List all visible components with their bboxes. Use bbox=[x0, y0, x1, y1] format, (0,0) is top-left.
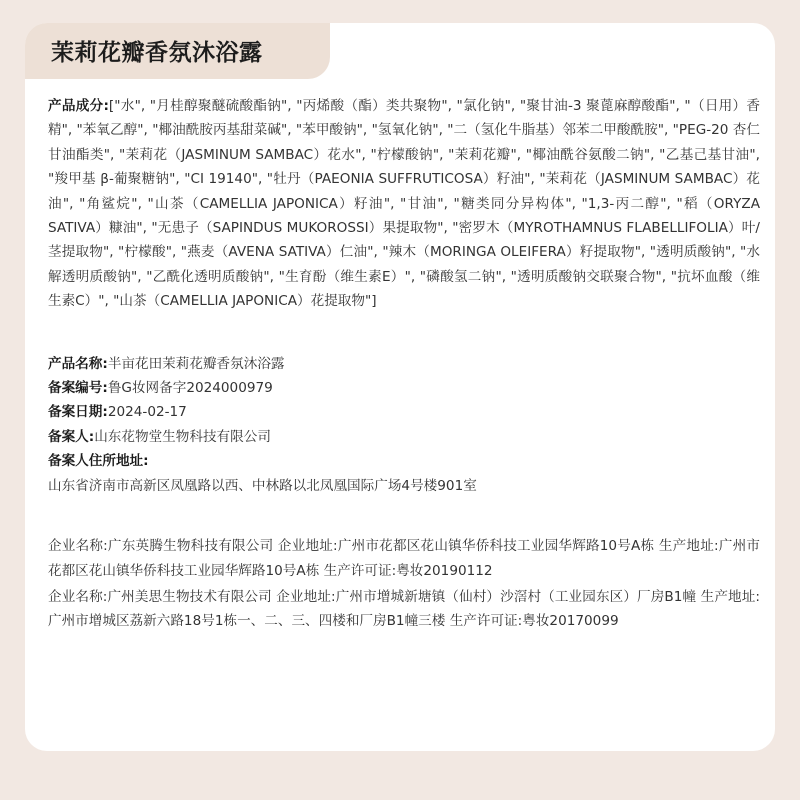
record-date-value: 2024-02-17 bbox=[107, 404, 187, 421]
product-name-value: 半亩花田茉莉花瓣香氛沐浴露 bbox=[107, 355, 285, 372]
enterprise-1-name-label: 企业名称: bbox=[48, 538, 108, 555]
record-date-row bbox=[48, 400, 760, 424]
filer-label: 备案人: bbox=[48, 428, 95, 445]
enterprise-2-production-address: 广州市增城区荔新六路18号1栋一、二、三、四楼和厂房B1幢三楼 bbox=[48, 613, 446, 630]
filer-address-row bbox=[48, 474, 760, 498]
enterprise-2 bbox=[48, 585, 760, 634]
enterprise-1-license-label: 生产许可证: bbox=[323, 562, 397, 579]
product-name-label: 产品名称: bbox=[48, 355, 108, 372]
enterprise-1-address-label: 企业地址: bbox=[277, 538, 338, 555]
filer-row bbox=[48, 425, 760, 449]
page-title: 茉莉花瓣香氛沐浴露 bbox=[51, 40, 263, 66]
enterprise-1-production-label: 生产地址: bbox=[658, 538, 719, 555]
enterprise-2-license-label: 生产许可证: bbox=[449, 613, 523, 630]
ingredients-text: ["水", "月桂醇聚醚硫酸酯钠", "丙烯酸（酯）类共聚物", "氯化钠", "聚甘油-3 聚蓖麻醇酸酯", "（日用）香精", "苯氧乙醇", "椰油酰胺丙基甜菜碱", "苯甲酸钠", "氢氧化钠", "二（氢化牛脂基）邻苯二甲酸酰胺", "PEG-20 杏仁甘油酯类", "茉莉花（JASMINUM SAMBAC）花水", "柠檬酸钠", "茉莉花瓣", "椰油酰谷氨酸二钠", "乙基己基甘油", "羧甲基 β-葡聚糖钠", "CI 19140", "牡丹（PAEONIA SUFFRUTICOSA）籽油", "茉莉花（JASMINUM SAMBAC）花油", "角鲨烷", "山茶（CAMELLIA JAPONICA）籽油", "甘油", "糖类同分异构体", "1,3-丙二醇", "稻（ORYZA SATIVA）糠油", "无患子（SAPINDUS MUKOROSSI）果提取物", "密罗木（MYROTHAMNUS FLABELLIFOLIA）叶/茎提取物", "柠檬酸", "燕麦（AVENA SATIVA）仁油", "辣木（MORINGA OLEIFERA）籽提取物", "透明质酸钠", "水解透明质酸钠", "乙酰化透明质酸钠", "生育酚（维生素E）", "磷酸氢二钠", "透明质酸钠交联聚合物", "抗坏血酸（维生素C）", "山茶（CAMELLIA JAPONICA）花提取物"] bbox=[48, 98, 761, 310]
enterprise-1-production-address: 广州市花都区花山镇华侨科技工业园华辉路10号A栋 bbox=[48, 538, 760, 579]
enterprise-2-production-label: 生产地址: bbox=[700, 588, 761, 605]
ingredients-label: 产品成分: bbox=[48, 98, 109, 114]
record-number-label: 备案编号: bbox=[48, 380, 108, 397]
enterprise-1-address: 广州市花都区花山镇华侨科技工业园华辉路10号A栋 bbox=[337, 538, 655, 555]
filer-value: 山东花物堂生物科技有限公司 bbox=[94, 428, 271, 445]
enterprise-1 bbox=[48, 534, 760, 583]
enterprise-2-license: 粤妆20170099 bbox=[522, 613, 619, 630]
ingredients-section bbox=[48, 94, 760, 314]
record-number-row bbox=[48, 376, 760, 400]
record-number-value: 鲁G妆网备字2024000979 bbox=[107, 380, 273, 397]
enterprise-1-license: 粤妆20190112 bbox=[396, 562, 493, 579]
filer-address-value: 山东省济南市高新区凤凰路以西、中林路以北凤凰国际广场4号楼901室 bbox=[48, 477, 477, 494]
product-details bbox=[48, 94, 760, 634]
filer-address-label-row bbox=[48, 449, 760, 473]
enterprise-2-name: 广州美思生物技术有限公司 bbox=[107, 588, 272, 605]
enterprise-2-address: 广州市增城新塘镇（仙村）沙滘村（工业园东区）厂房B1幢 bbox=[335, 588, 697, 605]
enterprise-2-name-label: 企业名称: bbox=[48, 588, 108, 605]
product-name-row bbox=[48, 352, 760, 376]
record-date-label: 备案日期: bbox=[48, 404, 108, 421]
enterprise-2-address-label: 企业地址: bbox=[276, 588, 336, 605]
filer-address-label: 备案人住所地址: bbox=[48, 453, 149, 470]
enterprise-1-name: 广东英腾生物科技有限公司 bbox=[107, 538, 274, 555]
